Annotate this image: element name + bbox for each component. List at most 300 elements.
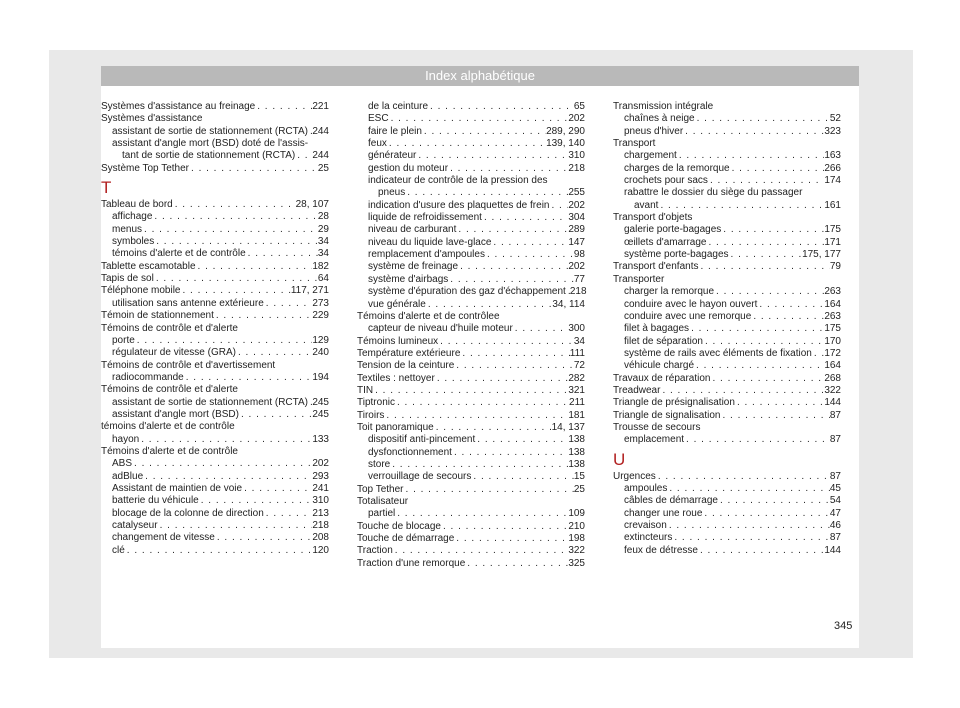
page-header xyxy=(101,66,859,86)
entry-pages: 77 xyxy=(573,273,585,285)
index-entry xyxy=(101,113,329,125)
entry-pages: 28 xyxy=(317,211,329,223)
entry-term: Top Tether xyxy=(357,483,404,495)
entry-term: témoins d'alerte et de contrôle xyxy=(101,421,235,433)
index-entry xyxy=(613,224,841,236)
index-entry xyxy=(357,101,585,113)
index-entry xyxy=(357,385,585,397)
index-entry xyxy=(357,175,585,187)
entry-pages: 202 xyxy=(568,261,585,273)
entry-term: liquide de refroidissement xyxy=(368,212,482,224)
entry-term: Témoins de contrôle et d'alerte xyxy=(101,384,238,396)
entry-term: avant xyxy=(634,199,659,211)
entry-term: Transporter xyxy=(613,273,665,285)
index-entry xyxy=(101,236,329,248)
index-entry xyxy=(101,471,329,483)
dot-leader xyxy=(660,385,824,397)
entry-term: menus xyxy=(112,223,143,235)
entry-term: filet de séparation xyxy=(624,335,703,347)
dot-leader xyxy=(672,532,830,544)
entry-term: Touche de démarrage xyxy=(357,533,455,545)
dot-leader xyxy=(390,459,568,471)
entry-term: Assistant de maintien de voie xyxy=(112,482,243,494)
dot-leader xyxy=(143,471,312,483)
dot-leader xyxy=(677,150,825,162)
entry-pages: 175 xyxy=(824,323,841,335)
entry-pages: 98 xyxy=(573,249,585,261)
entry-term: niveau du liquide lave-glace xyxy=(368,236,492,248)
entry-pages: 28, 107 xyxy=(295,199,329,211)
dot-leader xyxy=(142,224,318,236)
dot-leader xyxy=(135,335,313,347)
index-entry xyxy=(613,200,841,212)
entry-term: système de freinage xyxy=(368,261,459,273)
entry-pages: 46 xyxy=(829,520,841,531)
dot-leader xyxy=(667,520,830,532)
index-entry xyxy=(357,187,585,199)
index-entry xyxy=(357,348,585,360)
entry-pages: 202 xyxy=(568,199,585,211)
entry-term: conduire avec le hayon ouvert xyxy=(624,298,758,310)
entry-pages: 240 xyxy=(312,347,329,359)
index-entry xyxy=(613,410,841,422)
dot-leader xyxy=(184,372,313,384)
entry-pages: 218 xyxy=(569,286,587,298)
dot-leader xyxy=(695,113,830,125)
entry-pages: 241 xyxy=(312,482,329,494)
index-entry xyxy=(613,532,841,544)
entry-term: pneus xyxy=(378,187,406,199)
entry-pages: 268 xyxy=(824,372,841,384)
entry-term: Triangle de signalisation xyxy=(613,409,721,421)
index-entry xyxy=(613,385,841,397)
entry-term: adBlue xyxy=(112,470,144,482)
entry-pages: 25 xyxy=(573,483,585,495)
dot-leader xyxy=(698,545,824,557)
entry-term: partiel xyxy=(368,508,396,520)
index-entry xyxy=(613,483,841,495)
dot-leader xyxy=(730,163,825,175)
entry-term: gestion du moteur xyxy=(368,162,449,174)
dot-leader xyxy=(395,397,569,409)
entry-term: assistant d'angle mort (BSD) doté de l'assis- xyxy=(112,138,309,150)
entry-pages: 87 xyxy=(829,470,841,482)
entry-pages: 266 xyxy=(824,162,841,174)
dot-leader xyxy=(475,434,568,446)
entry-pages: 172 xyxy=(824,347,841,359)
entry-term: assistant d'angle mort (BSD) xyxy=(112,408,239,420)
entry-term: ampoules xyxy=(624,482,668,494)
index-entry xyxy=(357,459,585,471)
dot-leader xyxy=(441,521,568,533)
index-entry xyxy=(101,150,329,162)
entry-term: porte xyxy=(112,334,135,346)
entry-pages: 245 xyxy=(312,408,329,420)
entry-pages: 323 xyxy=(824,125,841,137)
dot-leader xyxy=(405,187,568,199)
entry-pages: 139, 140 xyxy=(546,138,585,150)
dot-leader xyxy=(454,360,574,372)
index-entry xyxy=(357,373,585,385)
index-entry xyxy=(101,224,329,236)
index-entry xyxy=(357,237,585,249)
entry-pages: 255 xyxy=(568,187,585,199)
dot-leader xyxy=(656,471,830,483)
dot-leader xyxy=(264,298,313,310)
index-entry xyxy=(101,384,329,396)
entry-pages: 218 xyxy=(568,162,585,174)
entry-pages: 244 xyxy=(312,125,329,137)
index-entry xyxy=(101,248,329,260)
entry-term: clé xyxy=(112,544,125,556)
entry-term: Textiles : nettoyer xyxy=(357,372,435,384)
entry-pages: 120 xyxy=(312,544,329,556)
index-column-1 xyxy=(101,101,329,557)
index-entry xyxy=(613,495,841,507)
entry-pages: 64 xyxy=(317,273,329,285)
index-entry xyxy=(613,138,841,150)
index-entry xyxy=(101,126,329,138)
entry-term: indication d'usure des plaquettes de frein xyxy=(368,199,550,211)
entry-term: chargement xyxy=(624,150,677,162)
page-title: Index alphabétique xyxy=(425,68,535,83)
entry-pages: 34, 114 xyxy=(552,298,585,310)
entry-pages: 52 xyxy=(829,113,841,125)
index-entry xyxy=(613,348,841,360)
dot-leader xyxy=(549,200,568,212)
index-entry xyxy=(357,323,585,335)
entry-term: charges de la remorque xyxy=(624,162,730,174)
entry-pages: 174 xyxy=(824,175,841,187)
index-entry xyxy=(357,150,585,162)
entry-term: Toit panoramique xyxy=(357,421,434,433)
dot-leader xyxy=(255,101,312,113)
index-entry xyxy=(613,249,841,261)
dot-leader xyxy=(215,532,312,544)
entry-term: Traction d'une remorque xyxy=(357,557,466,569)
entry-term: Systèmes d'assistance au freinage xyxy=(101,101,256,112)
entry-term: catalyseur xyxy=(112,520,158,531)
entry-pages: 175 xyxy=(824,224,841,236)
dot-leader xyxy=(154,236,318,248)
dot-leader xyxy=(460,348,569,360)
dot-leader xyxy=(395,508,568,520)
entry-term: Témoins d'alerte et de contrôlee xyxy=(357,310,500,322)
entry-pages: 325 xyxy=(568,557,585,569)
entry-term: œillets d'amarrage xyxy=(624,236,707,248)
index-entry xyxy=(101,421,329,433)
entry-pages: 45 xyxy=(829,482,841,494)
entry-term: crevaison xyxy=(624,520,667,531)
entry-pages: 161 xyxy=(824,199,841,211)
dot-leader xyxy=(199,495,313,507)
entry-pages: 170 xyxy=(824,335,841,347)
dot-leader xyxy=(456,224,568,236)
index-entry xyxy=(101,310,329,322)
index-entry xyxy=(357,410,585,422)
entry-term: assistant de sortie de stationnement (RCTA) xyxy=(112,396,309,408)
dot-leader xyxy=(173,199,296,211)
dot-leader xyxy=(154,273,318,285)
dot-leader xyxy=(448,274,574,286)
dot-leader xyxy=(667,483,830,495)
entry-pages: 221 xyxy=(312,101,329,112)
dot-leader xyxy=(426,299,553,311)
entry-pages: 182 xyxy=(312,260,329,272)
entry-term: Tension de la ceinture xyxy=(357,360,455,372)
entry-pages: 322 xyxy=(568,545,585,557)
entry-term: Témoins lumineux xyxy=(357,335,439,347)
entry-pages: 87 xyxy=(829,434,841,446)
entry-term: système porte-bagages xyxy=(624,249,729,261)
index-entry xyxy=(613,508,841,520)
entry-term: emplacement xyxy=(624,434,685,446)
entry-term: changer une roue xyxy=(624,507,703,519)
entry-pages: 211 xyxy=(569,397,585,409)
dot-leader xyxy=(689,323,824,335)
entry-term: Température extérieure xyxy=(357,347,461,359)
index-entry xyxy=(101,323,329,335)
index-entry xyxy=(613,175,841,187)
index-entry xyxy=(357,311,585,323)
entry-term: hayon xyxy=(112,433,140,445)
entry-term: Tableau de bord xyxy=(101,199,173,211)
index-entry xyxy=(101,397,329,409)
entry-term: Tiptronic xyxy=(357,397,395,409)
entry-pages: 322 xyxy=(824,384,841,396)
entry-pages: 245 xyxy=(312,396,329,408)
index-entry xyxy=(357,261,585,273)
index-entry xyxy=(613,360,841,372)
entry-term: Témoins de contrôle et d'avertissement xyxy=(101,359,276,371)
entry-pages: 144 xyxy=(824,544,841,556)
index-entry xyxy=(357,299,585,311)
index-entry xyxy=(101,138,329,150)
entry-term: TIN xyxy=(357,384,374,396)
entry-term: ESC xyxy=(368,113,389,125)
dot-leader xyxy=(139,434,312,446)
index-entry xyxy=(101,532,329,544)
dot-leader xyxy=(404,484,574,496)
index-entry xyxy=(613,434,841,446)
entry-pages: 87 xyxy=(829,409,841,421)
index-entry xyxy=(613,422,841,434)
dot-leader xyxy=(694,360,824,372)
index-entry xyxy=(101,446,329,458)
index-entry xyxy=(357,336,585,348)
dot-leader xyxy=(373,385,568,397)
index-entry xyxy=(613,373,841,385)
index-entry xyxy=(101,520,329,532)
entry-pages: 175, 177 xyxy=(802,249,841,261)
entry-term: Tablette escamotable xyxy=(101,260,196,272)
entry-pages: 244 xyxy=(312,150,329,162)
dot-leader xyxy=(707,237,825,249)
entry-term: système d'airbags xyxy=(368,273,449,285)
entry-pages: 282 xyxy=(568,372,585,384)
entry-term: Systèmes d'assistance xyxy=(101,113,203,125)
entry-pages: 293 xyxy=(312,470,329,482)
dot-leader xyxy=(471,471,573,483)
entry-term: Treadwear xyxy=(613,384,661,396)
dot-leader xyxy=(393,545,569,557)
entry-term: remplacement d'ampoules xyxy=(368,249,485,261)
entry-pages: 194 xyxy=(312,371,329,383)
entry-term: Témoins d'alerte et de contrôle xyxy=(101,445,238,457)
entry-term: Témoins de contrôle et d'alerte xyxy=(101,322,238,334)
entry-term: Trousse de secours xyxy=(613,421,701,433)
dot-leader xyxy=(448,163,568,175)
entry-pages: 300 xyxy=(568,323,585,335)
index-entry xyxy=(101,545,329,557)
index-entry xyxy=(101,372,329,384)
dot-leader xyxy=(295,150,312,162)
index-entry xyxy=(613,471,841,483)
entry-term: Transport d'objets xyxy=(613,212,693,224)
dot-leader xyxy=(757,299,824,311)
entry-term: Téléphone mobile xyxy=(101,285,181,297)
index-entry xyxy=(613,113,841,125)
entry-pages: 289, 290 xyxy=(546,125,585,137)
entry-pages: 25 xyxy=(317,162,329,174)
entry-pages: 144 xyxy=(824,397,841,409)
dot-leader xyxy=(751,311,824,323)
entry-term: assistant de sortie de stationnement (RCTA) xyxy=(112,125,309,137)
entry-pages: 138 xyxy=(568,458,585,470)
index-entry xyxy=(357,558,585,570)
entry-term: dispositif anti-pincement xyxy=(368,434,476,446)
entry-pages: 14, 137 xyxy=(551,421,585,433)
entry-term: tant de sortie de stationnement (RCTA) xyxy=(122,150,296,162)
entry-term: rabattre le dossier du siège du passager xyxy=(624,187,803,199)
index-column-2 xyxy=(357,101,585,570)
entry-term: Tiroirs xyxy=(357,409,385,421)
index-entry xyxy=(101,458,329,470)
entry-pages: 202 xyxy=(568,113,585,125)
index-entry xyxy=(101,163,329,175)
entry-term: dysfonctionnement xyxy=(368,446,452,458)
index-entry xyxy=(101,483,329,495)
entry-pages: 47 xyxy=(829,507,841,519)
index-entry xyxy=(101,273,329,285)
index-entry xyxy=(357,521,585,533)
entry-term: blocage de la colonne de direction xyxy=(112,507,264,519)
entry-term: crochets pour sacs xyxy=(624,175,708,187)
entry-term: générateur xyxy=(368,150,417,162)
index-entry xyxy=(357,533,585,545)
entry-term: Transport xyxy=(613,138,656,150)
entry-pages: 72 xyxy=(573,360,585,372)
index-entry xyxy=(101,261,329,273)
dot-leader xyxy=(720,410,829,422)
entry-pages: 54 xyxy=(829,495,841,507)
entry-term: de la ceinture xyxy=(368,101,429,112)
entry-pages: 34 xyxy=(573,335,585,347)
dot-leader xyxy=(239,409,312,421)
index-entry xyxy=(357,496,585,508)
entry-pages: 304 xyxy=(568,212,585,224)
entry-term: niveau de carburant xyxy=(368,224,457,236)
entry-pages: 321 xyxy=(568,384,585,396)
dot-leader xyxy=(714,286,824,298)
index-entry xyxy=(357,471,585,483)
dot-leader xyxy=(214,310,312,322)
page-number: 345 xyxy=(834,620,853,632)
index-entry xyxy=(613,336,841,348)
index-entry xyxy=(101,101,329,113)
dot-leader xyxy=(703,336,824,348)
index-entry xyxy=(613,101,841,113)
dot-leader xyxy=(729,249,803,261)
dot-leader xyxy=(721,224,824,236)
entry-pages: 147 xyxy=(568,236,585,248)
entry-term: Totalisateur xyxy=(357,496,409,507)
entry-term: Transport d'enfants xyxy=(613,261,699,273)
dot-leader xyxy=(452,447,568,459)
entry-term: indicateur de contrôle de la pression des xyxy=(368,175,548,187)
index-entry xyxy=(101,298,329,310)
dot-leader xyxy=(189,163,318,175)
dot-leader xyxy=(482,212,568,224)
index-entry xyxy=(101,434,329,446)
entry-term: Transmission intégrale xyxy=(613,101,714,112)
entry-term: feux de détresse xyxy=(624,544,698,556)
dot-leader xyxy=(708,175,824,187)
entry-pages: 29 xyxy=(317,223,329,235)
entry-pages: 263 xyxy=(824,286,841,298)
index-entry xyxy=(613,187,841,199)
entry-pages: 129 xyxy=(312,334,329,346)
dot-leader xyxy=(196,261,313,273)
dot-leader xyxy=(438,336,574,348)
section-letter: T xyxy=(101,178,112,198)
index-entry xyxy=(357,397,585,409)
entry-term: Témoin de stationnement xyxy=(101,310,214,322)
dot-leader xyxy=(658,200,824,212)
entry-term: pneus d'hiver xyxy=(624,125,684,137)
index-entry xyxy=(357,545,585,557)
entry-term: verrouillage de secours xyxy=(368,471,472,483)
index-entry xyxy=(357,249,585,261)
index-entry xyxy=(357,447,585,459)
index-entry xyxy=(357,422,585,434)
dot-leader xyxy=(158,520,313,532)
dot-leader xyxy=(384,410,568,422)
entry-pages: 138 xyxy=(568,446,585,458)
entry-pages: 218 xyxy=(312,520,329,531)
entry-term: capteur de niveau d'huile moteur xyxy=(368,323,513,335)
entry-pages: 117, 271 xyxy=(290,285,329,297)
entry-term: extincteurs xyxy=(624,532,673,544)
dot-leader xyxy=(132,458,312,470)
index-entry xyxy=(101,199,329,211)
dot-leader xyxy=(702,508,829,520)
index-entry xyxy=(357,138,585,150)
entry-term: conduire avec une remorque xyxy=(624,310,752,322)
entry-pages: 79 xyxy=(829,261,841,273)
entry-pages: 164 xyxy=(824,360,841,372)
entry-term: système d'épuration des gaz d'échappement xyxy=(368,286,566,298)
entry-pages: 34 xyxy=(317,248,329,260)
index-entry xyxy=(357,212,585,224)
entry-term: régulateur de vitesse (GRA) xyxy=(112,347,236,359)
entry-term: véhicule chargé xyxy=(624,360,695,372)
dot-leader xyxy=(710,373,824,385)
dot-leader xyxy=(812,348,824,360)
entry-pages: 15 xyxy=(573,471,585,483)
dot-leader xyxy=(491,237,568,249)
entry-term: témoins d'alerte et de contrôle xyxy=(112,248,246,260)
